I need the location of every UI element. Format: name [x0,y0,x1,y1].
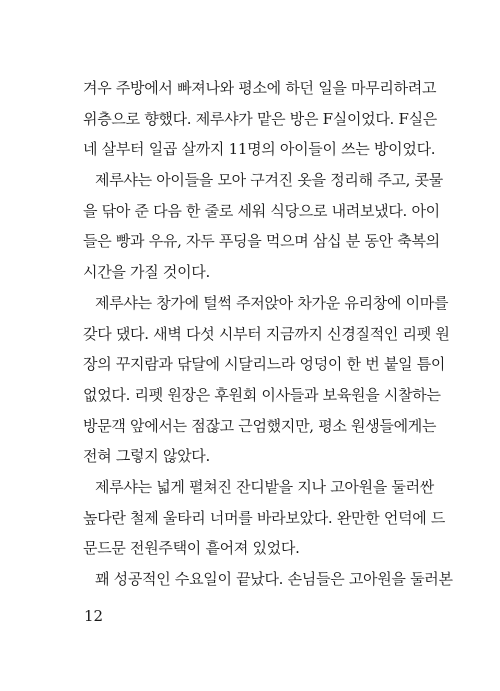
text-line: 제루샤는 창가에 털썩 주저앉아 차가운 유리창에 이마를 [95,293,449,312]
body-text [83,73,453,595]
text-line: 방문객 앞에서는 점잖고 근엄했지만, 평소 원생들에게는 [83,416,437,435]
text-line: 들은 빵과 우유, 자두 푸딩을 먹으며 삼십 분 동안 축복의 [83,232,440,251]
text-line: 제루샤는 아이들을 모아 구겨진 옷을 정리해 주고, 콧물 [95,171,443,190]
text-line: 을 닦아 준 다음 한 줄로 세워 식당으로 내려보냈다. 아이 [83,201,440,220]
text-line: 위층으로 향했다. 제루샤가 맡은 방은 F실이었다. F실은 [83,109,437,128]
text-line: 갖다 댔다. 새벽 다섯 시부터 지금까지 신경질적인 리펫 원 [83,324,450,343]
text-line: 전혀 그렇지 않았다. [83,447,210,466]
text-line: 문드문 전원주택이 흩어져 있었다. [83,539,300,558]
text-line: 제루샤는 넓게 펼쳐진 잔디밭을 지나 고아원을 둘러싼 [95,477,434,496]
text-line: 겨우 주방에서 빠져나와 평소에 하던 일을 마무리하려고 [83,79,437,97]
text-line: 장의 꾸지람과 닦달에 시달리느라 엉덩이 한 번 붙일 틈이 [83,355,446,374]
text-line: 꽤 성공적인 수요일이 끝났다. 손님들은 고아원을 둘러본 [95,570,453,588]
text-line: 네 살부터 일곱 살까지 11명의 아이들이 쓰는 방이었다. [83,140,436,159]
page-number: 12 [84,607,104,625]
text-line: 없었다. 리펫 원장은 후원회 이사들과 보육원을 시찰하는 [83,385,441,404]
text-line: 시간을 가질 것이다. [83,263,210,282]
text-line: 높다란 철제 울타리 너머를 바라보았다. 완만한 언덕에 드 [83,508,446,527]
